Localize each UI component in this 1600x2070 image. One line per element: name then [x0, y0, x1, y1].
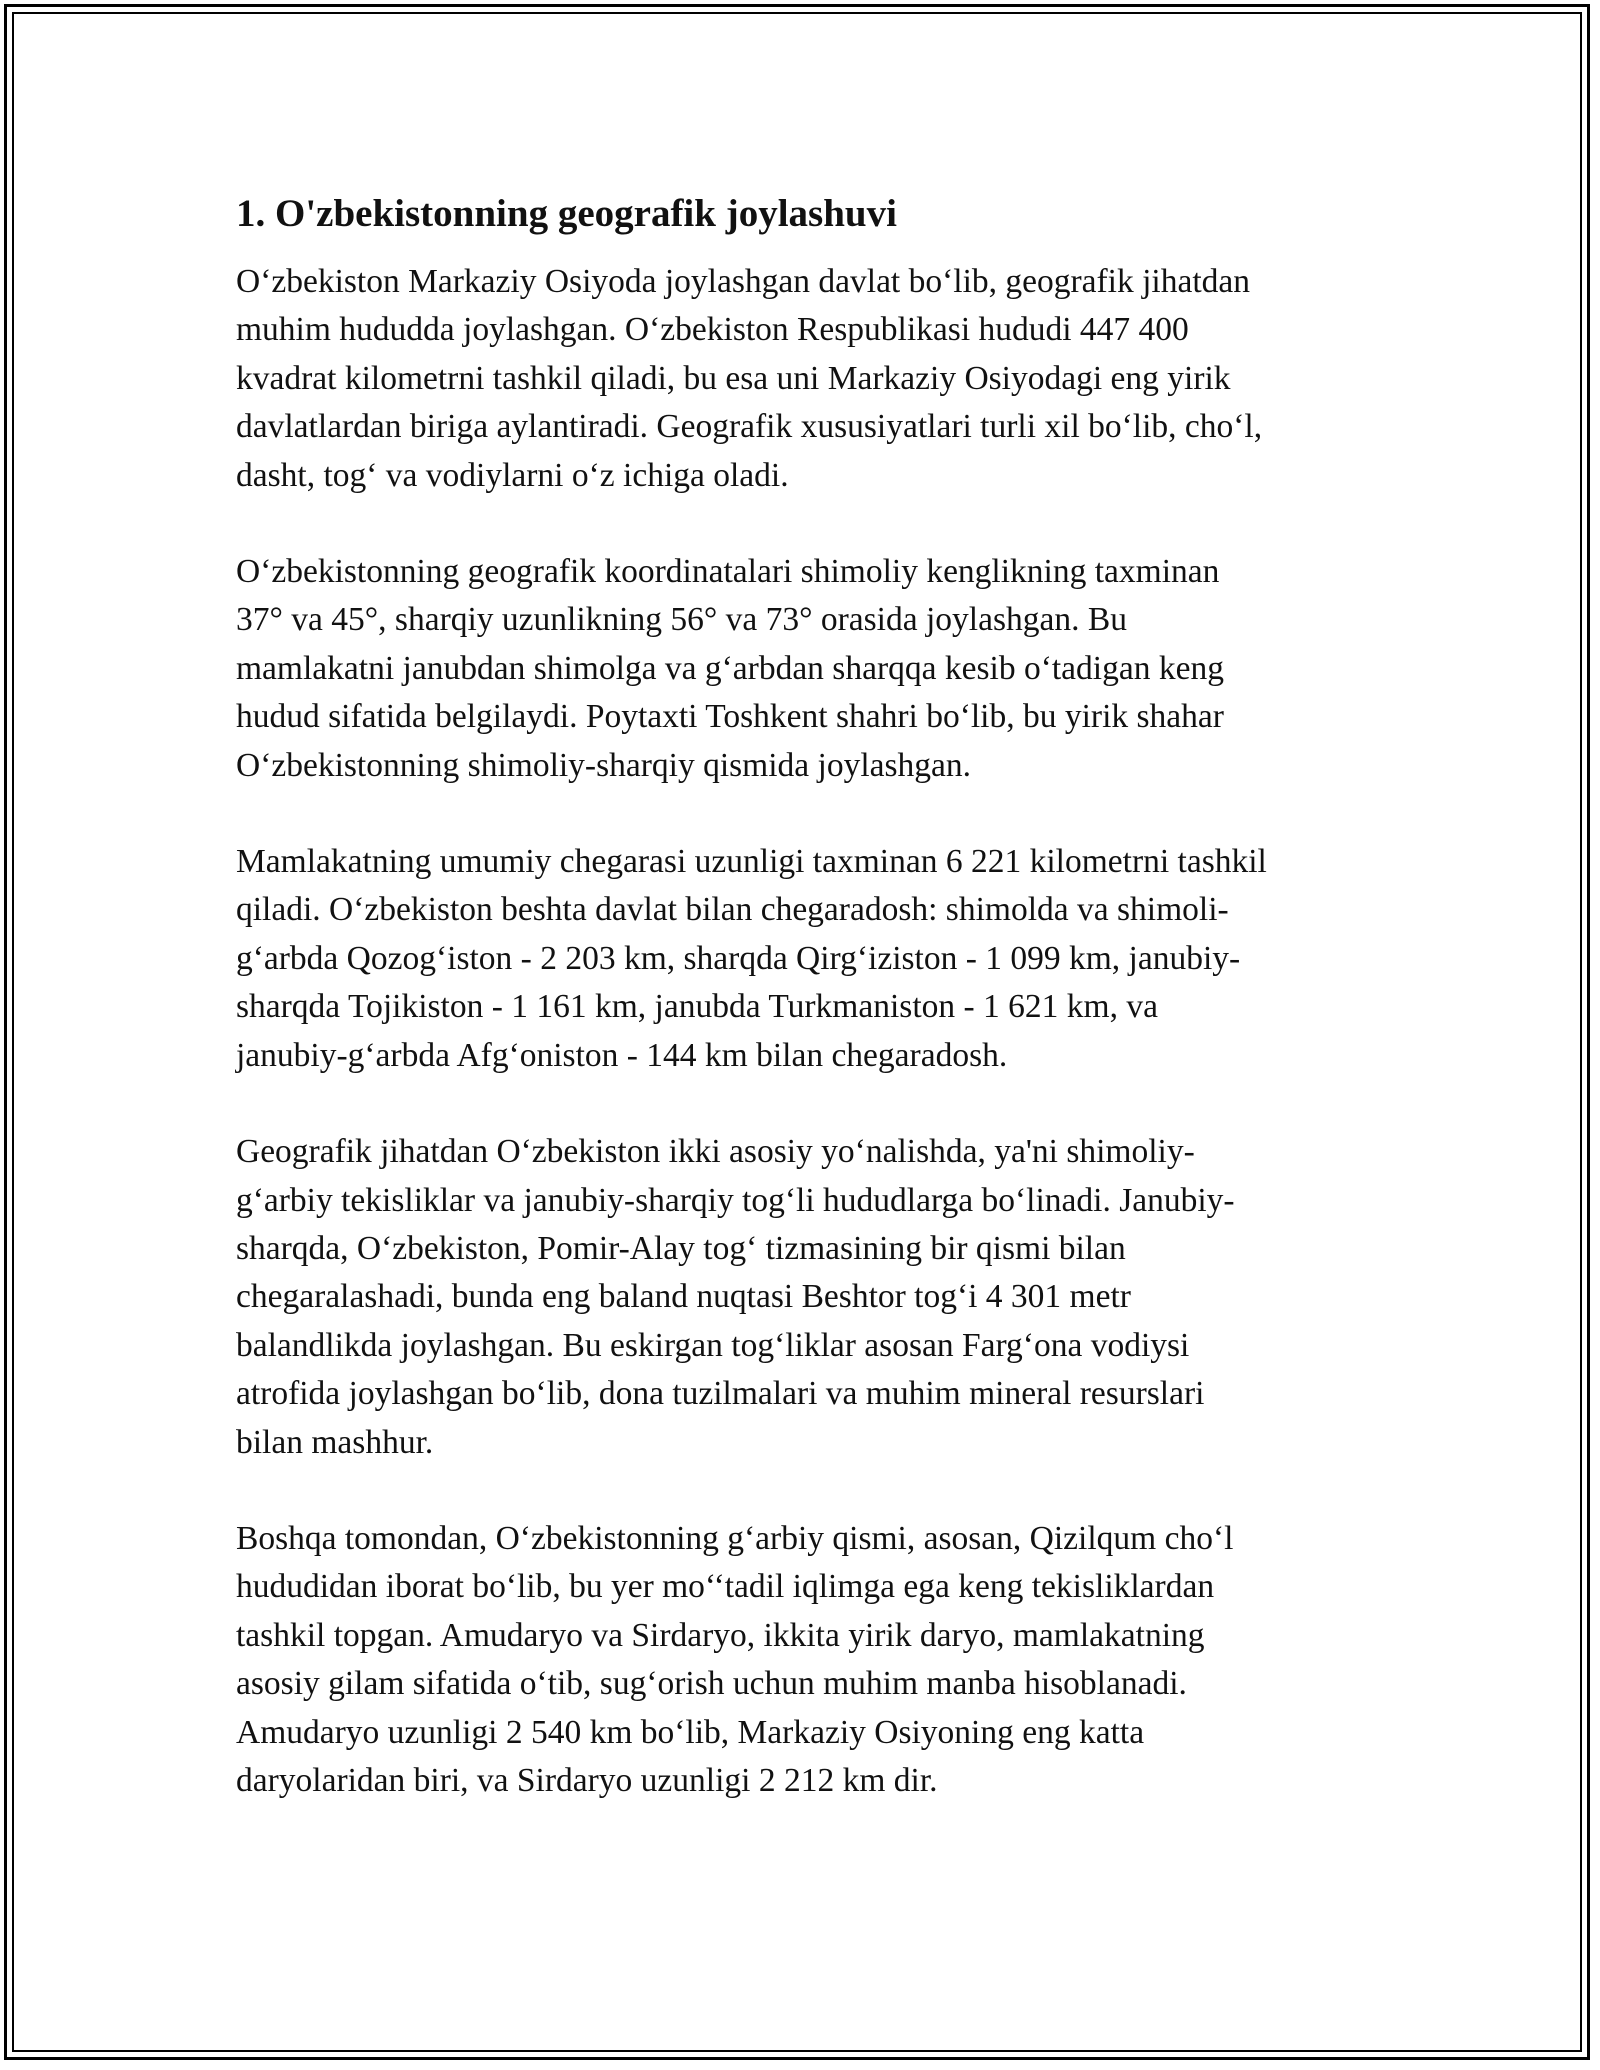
- paragraph-line: sharqda, O‘zbekiston, Pomir-Alay tog‘ tizmasining bir qismi bilan: [236, 1229, 1126, 1267]
- paragraph-2: [236, 548, 1376, 790]
- paragraph-line: davlatlardan biriga aylantiradi. Geografik xususiyatlari turli xil bo‘lib, cho‘l,: [236, 408, 1263, 446]
- paragraph-line: kvadrat kilometrni tashkil qiladi, bu esa uni Markaziy Osiyodagi eng yirik: [236, 359, 1231, 397]
- paragraph-5: [236, 1515, 1376, 1805]
- paragraph-4: [236, 1128, 1376, 1467]
- paragraph-3: [236, 838, 1376, 1080]
- paragraph-line: hudud sifatida belgilaydi. Poytaxti Toshkent shahri bo‘lib, bu yirik shahar: [236, 698, 1224, 736]
- paragraph-line: muhim hududda joylashgan. O‘zbekiston Respublikasi hududi 447 400: [236, 311, 1189, 349]
- document-body: [236, 190, 1376, 1853]
- paragraph-1: [236, 258, 1376, 500]
- paragraph-line: g‘arbiy tekisliklar va janubiy-sharqiy tog‘li hududlarga bo‘linadi. Janubiy-: [236, 1181, 1235, 1219]
- paragraph-line: hududidan iborat bo‘lib, bu yer mo‘‘tadil iqlimga ega keng tekisliklardan: [236, 1568, 1215, 1606]
- paragraph-line: O‘zbekistonning shimoliy-sharqiy qismida joylashgan.: [236, 746, 972, 784]
- document-title: 1. O'zbekistonning geografik joylashuvi: [236, 192, 897, 235]
- paragraph-line: Boshqa tomondan, O‘zbekistonning g‘arbiy qismi, asosan, Qizilqum cho‘l: [236, 1519, 1234, 1557]
- paragraph-line: mamlakatni janubdan shimolga va g‘arbdan sharqqa kesib o‘tadigan keng: [236, 649, 1224, 687]
- paragraph-line: Amudaryo uzunligi 2 540 km bo‘lib, Markaziy Osiyoning eng katta: [236, 1713, 1145, 1751]
- paragraph-line: balandlikda joylashgan. Bu eskirgan tog‘liklar asosan Farg‘ona vodiysi: [236, 1326, 1190, 1364]
- paragraph-line: Mamlakatning umumiy chegarasi uzunligi taxminan 6 221 kilometrni tashkil: [236, 843, 1267, 881]
- paragraph-line: g‘arbda Qozog‘iston - 2 203 km, sharqda Qirg‘iziston - 1 099 km, janubiy-: [236, 939, 1241, 977]
- paragraph-line: asosiy gilam sifatida o‘tib, sug‘orish uchun muhim manba hisoblanadi.: [236, 1665, 1187, 1703]
- paragraph-line: janubiy-g‘arbda Afg‘oniston - 144 km bilan chegaradosh.: [236, 1036, 1008, 1074]
- paragraph-line: dasht, tog‘ va vodiylarni o‘z ichiga oladi.: [236, 456, 789, 494]
- paragraph-line: chegaralashadi, bunda eng baland nuqtasi Beshtor tog‘i 4 301 metr: [236, 1278, 1131, 1316]
- paragraph-line: qiladi. O‘zbekiston beshta davlat bilan chegaradosh: shimolda va shimoli-: [236, 891, 1229, 929]
- paragraph-line: daryolaridan biri, va Sirdaryo uzunligi 2 212 km dir.: [236, 1761, 938, 1799]
- paragraph-line: O‘zbekiston Markaziy Osiyoda joylashgan davlat bo‘lib, geografik jihatdan: [236, 263, 1251, 300]
- paragraph-line: bilan mashhur.: [236, 1423, 434, 1461]
- paragraph-line: O‘zbekistonning geografik koordinatalari shimoliy kenglikning taxminan: [236, 553, 1220, 591]
- paragraph-line: tashkil topgan. Amudaryo va Sirdaryo, ikkita yirik daryo, mamlakatning: [236, 1616, 1205, 1654]
- paragraph-line: atrofida joylashgan bo‘lib, dona tuzilmalari va muhim mineral resurslari: [236, 1375, 1205, 1413]
- paragraph-line: 37° va 45°, sharqiy uzunlikning 56° va 73° orasida joylashgan. Bu: [236, 601, 1127, 639]
- paragraph-line: sharqda Tojikiston - 1 161 km, janubda Turkmaniston - 1 621 km, va: [236, 988, 1158, 1026]
- paragraph-line: Geografik jihatdan O‘zbekiston ikki asosiy yo‘nalishda, ya'ni shimoliy-: [236, 1133, 1195, 1171]
